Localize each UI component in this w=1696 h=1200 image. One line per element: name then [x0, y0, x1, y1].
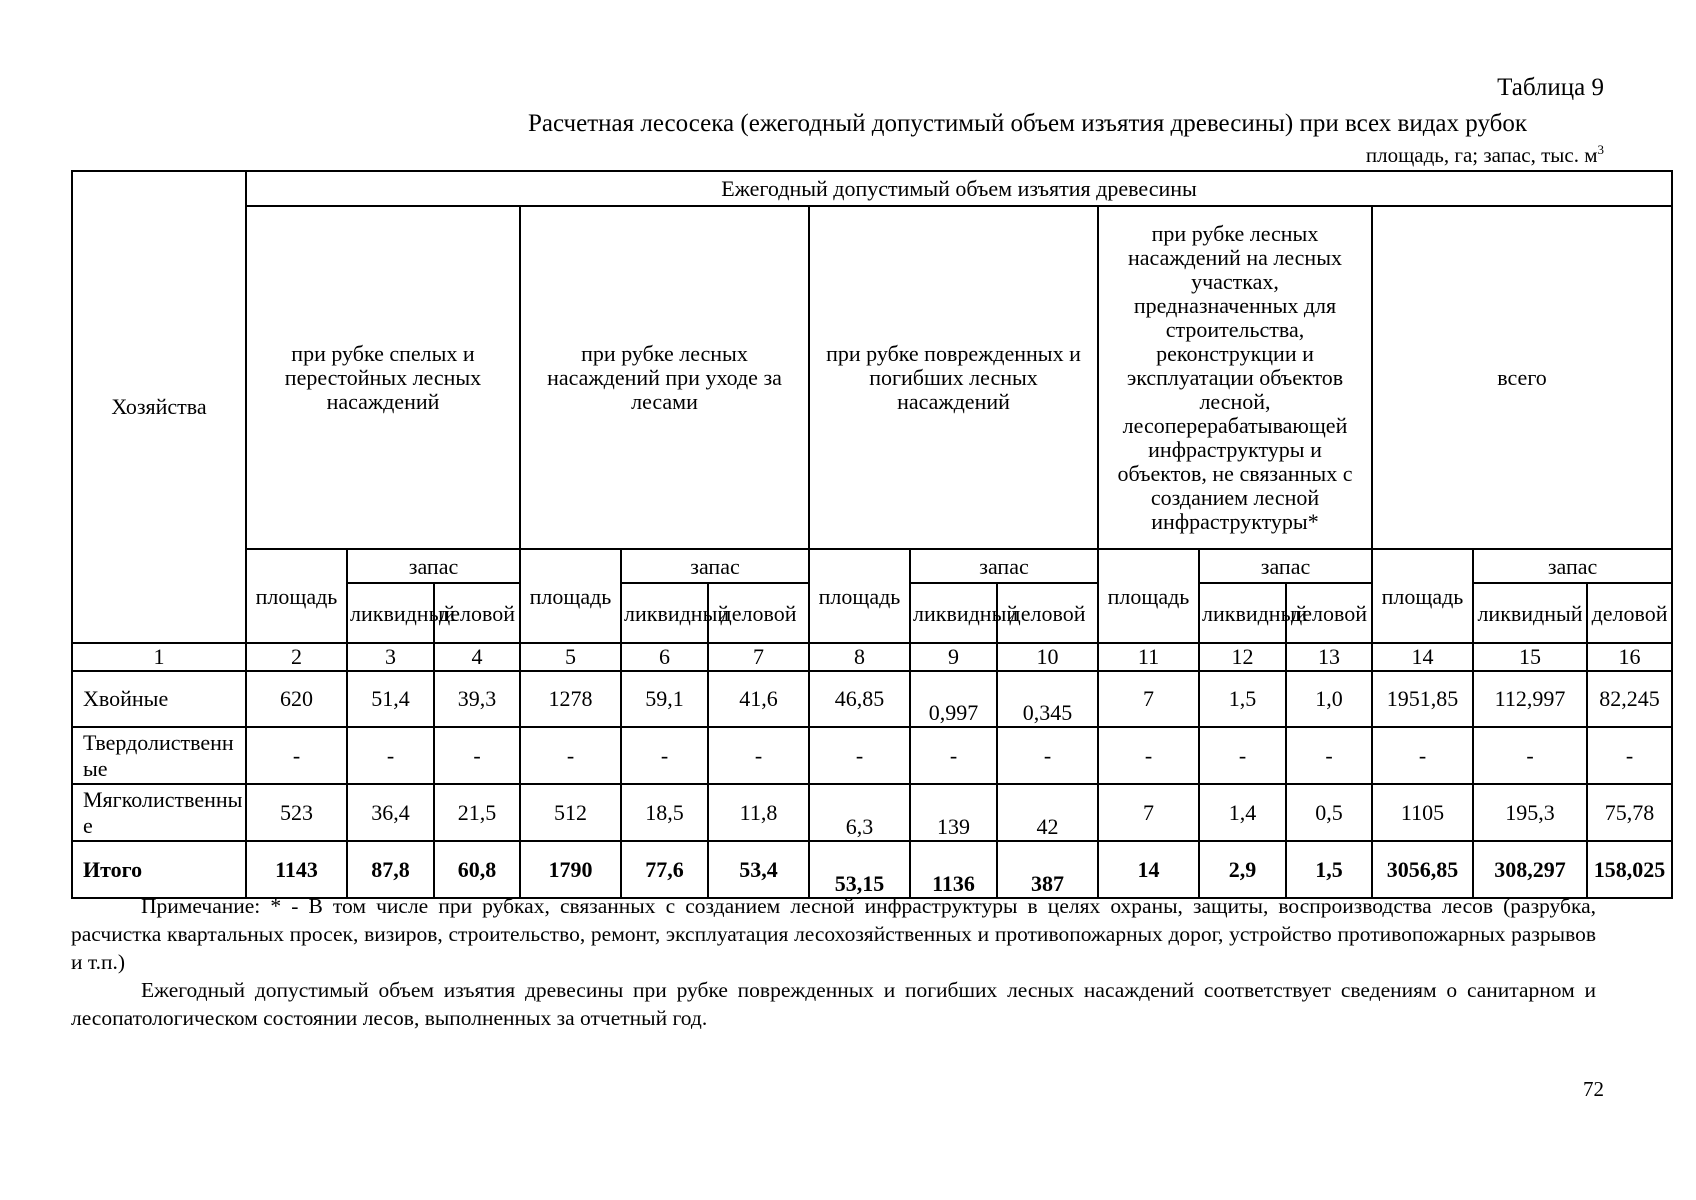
note-footnote: Примечание: * - В том числе при рубках, связанных с созданием лесной инфраструктуры в целях охраны, защиты, воспроизводства лесов (разрубка, расчистка квартальных просек, визиров, строительство, ремонт, эксплуатация лесохозяйственных и противопожарных дорог, устройство противопожарных разрывов и т.п.) [71, 894, 1596, 974]
table-cell: 11,8 [708, 784, 809, 841]
table-cell: 51,4 [347, 671, 434, 727]
table-cell: 308,297 [1473, 841, 1587, 898]
table-cell: 39,3 [434, 671, 520, 727]
table-cell: 60,8 [434, 841, 520, 898]
units-sup: 3 [1597, 142, 1604, 157]
header-area: площадь [520, 549, 621, 643]
col-num: 12 [1199, 643, 1286, 671]
header-area: площадь [1372, 549, 1473, 643]
col-num: 1 [72, 643, 246, 671]
allowable-cut-table [71, 170, 1673, 899]
table-cell: 7 [1098, 671, 1199, 727]
row-label: Мягколиственные [72, 784, 246, 841]
table-cell: - [246, 727, 347, 784]
table-cell: 53,15 [809, 841, 910, 898]
header-business: деловой [434, 583, 520, 643]
col-num: 10 [997, 643, 1098, 671]
table-cell: 1790 [520, 841, 621, 898]
header-annual: Ежегодный допустимый объем изъятия древесины [246, 171, 1672, 206]
header-liquid: ликвидный [1199, 583, 1286, 643]
page-number: 72 [1583, 1077, 1604, 1101]
table-cell: 41,6 [708, 671, 809, 727]
notes [71, 892, 1596, 1032]
table-title [0, 110, 1527, 138]
col-num: 8 [809, 643, 910, 671]
col-num: 5 [520, 643, 621, 671]
header-group-damaged: при рубке поврежденных и погибших лесных насаждений [809, 206, 1098, 549]
table-cell: 75,78 [1587, 784, 1672, 841]
table-cell: 1143 [246, 841, 347, 898]
table-cell: 14 [1098, 841, 1199, 898]
table-cell: - [809, 727, 910, 784]
table-cell: 195,3 [1473, 784, 1587, 841]
table-cell: 512 [520, 784, 621, 841]
col-num: 15 [1473, 643, 1587, 671]
col-num: 6 [621, 643, 708, 671]
col-num: 4 [434, 643, 520, 671]
table-cell: 6,3 [809, 784, 910, 841]
table-cell: 53,4 [708, 841, 809, 898]
col-num: 2 [246, 643, 347, 671]
header-business: деловой [1286, 583, 1372, 643]
col-num: 3 [347, 643, 434, 671]
table-cell: 0,997 [910, 671, 997, 727]
note-damaged: Ежегодный допустимый объем изъятия древесины при рубке поврежденных и погибших лесных насаждений соответствует сведениям о санитарном и лесопатологическом состоянии лесов, выполненных за отчетный год. [71, 978, 1596, 1030]
header-area: площадь [809, 549, 910, 643]
col-num: 13 [1286, 643, 1372, 671]
table-cell: 1951,85 [1372, 671, 1473, 727]
table-cell: 139 [910, 784, 997, 841]
row-label: Твердолиственные [72, 727, 246, 784]
table-cell: - [1587, 727, 1672, 784]
header-liquid: ликвидный [621, 583, 708, 643]
table-cell: 36,4 [347, 784, 434, 841]
header-business: деловой [708, 583, 809, 643]
header-group-mature: при рубке спелых и перестойных лесных насаждений [246, 206, 520, 549]
table-cell: - [621, 727, 708, 784]
table-row-conifer [72, 671, 1672, 727]
table-title-text: Расчетная лесосека (ежегодный допустимый объем изъятия древесины) при всех видах рубок [527, 110, 1527, 137]
table-cell: - [520, 727, 621, 784]
table-cell: 158,025 [1587, 841, 1672, 898]
header-group-thinning: при рубке лесных насаждений при уходе за лесами [520, 206, 809, 549]
table-cell: - [1098, 727, 1199, 784]
header-stock: запас [621, 549, 809, 583]
table-cell: - [434, 727, 520, 784]
table-cell: 1,0 [1286, 671, 1372, 727]
header-area: площадь [1098, 549, 1199, 643]
table-cell: - [1199, 727, 1286, 784]
table-cell: 77,6 [621, 841, 708, 898]
header-group-infrastructure: при рубке лесных насаждений на лесных участках, предназначенных для строительства, реконструкции и эксплуатации объектов лесной, лесоперерабатывающей инфраструктуры и объектов, не связанных с созданием лесной инфраструктуры* [1098, 206, 1372, 549]
table-cell: - [347, 727, 434, 784]
header-area: площадь [246, 549, 347, 643]
table-label: Таблица 9 [1497, 74, 1604, 101]
header-farms: Хозяйства [72, 171, 246, 643]
table-cell: - [910, 727, 997, 784]
header-stock: запас [910, 549, 1098, 583]
table-cell: 0,5 [1286, 784, 1372, 841]
table-cell: 523 [246, 784, 347, 841]
table-cell: 46,85 [809, 671, 910, 727]
header-business: деловой [1587, 583, 1672, 643]
table-cell: 18,5 [621, 784, 708, 841]
header-stock: запас [1199, 549, 1372, 583]
table-cell: 1,5 [1199, 671, 1286, 727]
table-cell: 1278 [520, 671, 621, 727]
units-note [1366, 143, 1604, 168]
table-cell: - [1372, 727, 1473, 784]
header-liquid: ликвидный [1473, 583, 1587, 643]
table-cell: 0,345 [997, 671, 1098, 727]
table-cell: - [997, 727, 1098, 784]
table-cell: 1136 [910, 841, 997, 898]
header-group-total: всего [1372, 206, 1672, 549]
units-text: площадь, га; запас, тыс. м [1365, 143, 1598, 167]
table-cell: - [1286, 727, 1372, 784]
table-cell: - [1473, 727, 1587, 784]
table-cell: 1,4 [1199, 784, 1286, 841]
col-num: 14 [1372, 643, 1473, 671]
table-row-hardwood [72, 727, 1672, 784]
table-cell: - [708, 727, 809, 784]
table-cell: 1105 [1372, 784, 1473, 841]
header-liquid: ликвидный [347, 583, 434, 643]
table-row-total [72, 841, 1672, 898]
col-num: 7 [708, 643, 809, 671]
col-num: 11 [1098, 643, 1199, 671]
table-cell: 387 [997, 841, 1098, 898]
table-cell: 87,8 [347, 841, 434, 898]
row-label: Итого [72, 841, 246, 898]
table-cell: 21,5 [434, 784, 520, 841]
table-cell: 7 [1098, 784, 1199, 841]
table-cell: 59,1 [621, 671, 708, 727]
header-business: деловой [997, 583, 1098, 643]
table-cell: 112,997 [1473, 671, 1587, 727]
table-cell: 1,5 [1286, 841, 1372, 898]
table-cell: 42 [997, 784, 1098, 841]
row-label: Хвойные [72, 671, 246, 727]
header-stock: запас [1473, 549, 1672, 583]
table-cell: 2,9 [1199, 841, 1286, 898]
column-number-row [72, 643, 1672, 671]
header-liquid: ликвидный [910, 583, 997, 643]
col-num: 9 [910, 643, 997, 671]
table-cell: 620 [246, 671, 347, 727]
header-stock: запас [347, 549, 520, 583]
table-cell: 82,245 [1587, 671, 1672, 727]
table-row-softwood [72, 784, 1672, 841]
col-num: 16 [1587, 643, 1672, 671]
table-cell: 3056,85 [1372, 841, 1473, 898]
